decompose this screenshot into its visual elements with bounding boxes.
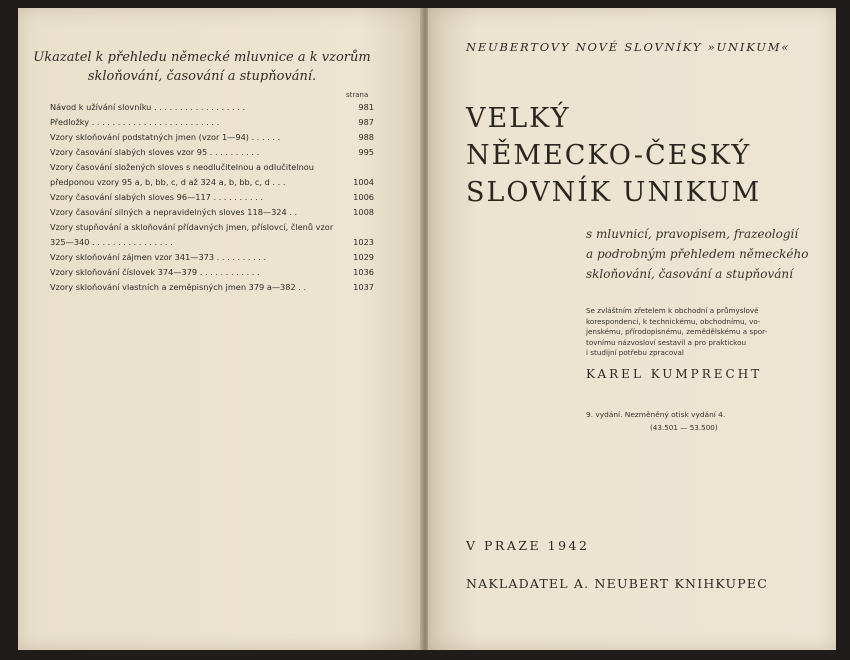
- description-line: tovnímu názvosloví sestavil a pro praktickou: [586, 337, 747, 347]
- place-and-year: V PRAZE 1942: [466, 538, 590, 553]
- toc-entry-text: Vzory skloňování podstatných jmen (vzor 1—94) . . . . . .: [50, 132, 281, 142]
- toc-entry: [50, 220, 374, 250]
- author-name: KAREL KUMPRECHT: [586, 367, 763, 381]
- book-title-line: SLOVNÍK UNIKUM: [466, 177, 762, 208]
- toc-entry-page: 988: [358, 132, 374, 142]
- edition-note: 9. vydání. Nezměněný otisk vydání 4.: [586, 410, 726, 419]
- subtitle-line: a podrobným přehledem německého: [586, 247, 809, 261]
- toc-entry-text: Vzory skloňování vlastních a zeměpisných jmen 379 a—382 . .: [50, 282, 307, 292]
- toc-entry: [50, 115, 374, 130]
- publisher: NAKLADATEL A. NEUBERT KNIHKUPEC: [466, 576, 768, 591]
- toc-entry-text: Vzory časování složených sloves s neodlučitelnou a odlučitelnou předponou vzory 95 a, b, bb, c, d až 324 a, b, bb, c, d . . .: [50, 162, 314, 187]
- print-run: (43.501 — 53.500): [650, 423, 718, 432]
- book-title-line: NĚMECKO-ČESKÝ: [466, 140, 752, 171]
- toc-entry-text: Vzory časování silných a nepravidelných sloves 118—324 . .: [50, 207, 298, 217]
- toc-entry: [50, 145, 374, 160]
- toc-entry-page: 995: [358, 147, 374, 157]
- toc-entry: [50, 190, 374, 205]
- toc-entry-text: Návod k užívání slovníku . . . . . . . . . . . . . . . . . .: [50, 102, 246, 112]
- description-line: Se zvláštním zřetelem k obchodní a průmyslové: [586, 306, 759, 315]
- description-line: korespondenci, k technickému, obchodnímu, vo-: [586, 316, 761, 326]
- toc-entry-page: 1029: [353, 252, 374, 262]
- series-title: NEUBERTOVY NOVÉ SLOVNÍKY »UNIKUM«: [466, 40, 791, 54]
- toc-entry-page: 1023: [353, 237, 374, 247]
- toc-entry-page: 1037: [353, 282, 374, 292]
- toc-title: Ukazatel k přehledu německé mluvnice a k vzorům skloňování, časování a stupňování.: [33, 50, 371, 84]
- toc-entry: [50, 280, 374, 295]
- book-subtitle: [586, 224, 826, 284]
- toc-entry: [50, 250, 374, 265]
- toc-entry: [50, 265, 374, 280]
- toc-entry-page: 987: [358, 117, 374, 127]
- description-line: i studijní potřebu zpracoval: [586, 348, 684, 357]
- toc-entry-text: Vzory skloňování číslovek 374—379 . . . . . . . . . . . .: [50, 267, 260, 277]
- subtitle-line: skloňování, časování a stupňování: [586, 267, 793, 281]
- book-description: [586, 306, 800, 359]
- subtitle-line: s mluvnicí, pravopisem, frazeologií: [586, 227, 799, 241]
- toc-entry-page: 1036: [353, 267, 374, 277]
- book-title-line: VELKÝ: [466, 103, 571, 134]
- description-line: jenskému, přírodopisnému, zemědělskému a spor-: [586, 327, 768, 336]
- toc-entry-text: Vzory časování slabých sloves 96—117 . . . . . . . . . .: [50, 192, 263, 202]
- toc-entry: [50, 100, 374, 115]
- toc-entry: [50, 205, 374, 220]
- toc-entry-text: Vzory časování slabých sloves vzor 95 . . . . . . . . . .: [50, 147, 260, 157]
- toc-entry-page: 1006: [353, 192, 374, 202]
- toc-entry-page: 1008: [353, 207, 374, 217]
- toc-entry-text: Vzory skloňování zájmen vzor 341—373 . . . . . . . . . .: [50, 252, 267, 262]
- toc-entry-text: Předložky . . . . . . . . . . . . . . . . . . . . . . . . .: [50, 117, 220, 127]
- table-of-contents: [50, 100, 374, 295]
- toc-entry-page: 981: [358, 102, 374, 112]
- toc-entry-page: 1004: [353, 177, 374, 187]
- toc-entry: [50, 130, 374, 145]
- book-title: [466, 100, 761, 211]
- toc-entry: [50, 160, 374, 190]
- toc-page-column-label: strana: [346, 91, 369, 99]
- toc-entry-text: Vzory stupňování a skloňování přídavných jmen, příslovcí, členů vzor 325—340 . . . . . . . . . . . . . . . .: [50, 222, 334, 247]
